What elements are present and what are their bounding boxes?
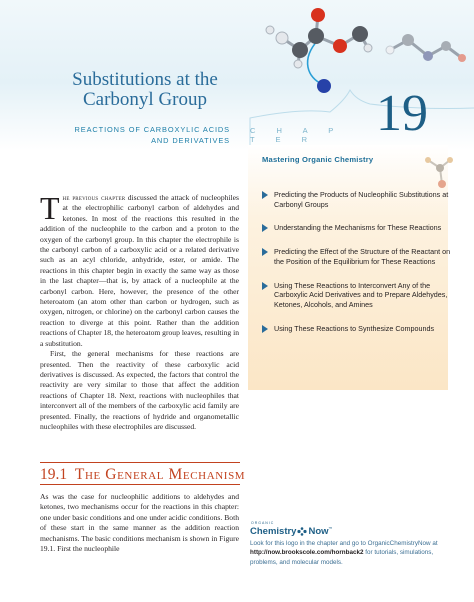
section-heading [40, 466, 245, 484]
chapter-introduction [40, 190, 239, 432]
triangle-bullet-icon [262, 325, 268, 333]
chapter-title-line-2: Carbonyl Group [82, 89, 207, 110]
mastering-objectives-list [262, 190, 452, 347]
triangle-bullet-icon [262, 248, 268, 256]
section-number: 19.1 [40, 466, 68, 483]
chapter-title [60, 70, 230, 110]
objective-item: Predicting the Products of Nucleophilic Substitutions at Carbonyl Groups [262, 190, 452, 209]
intro-paragraph-1-text: discussed the attack of nucleophiles at the electrophilic carbonyl carbon of aldehydes and ketones. In most of the reactions this resulted in the addition of the nucleophile to the carbon and a proton to the oxygen of the carbonyl group. In this chapter the electrophile is the carbonyl carbon of a carboxylic acid or a related derivative such as an acyl chloride, anhydride, ester, or amide. The reactions in this chapter begin in exactly the same way as those in the last chapter—that is, by attack of a nucleophile at the carbonyl carbon. Here, however, the presence of the other heteroatom (an atom other than carbon or hydrogen, such as oxygen, nitrogen, or chlorine) on the carbonyl carbon causes the reaction to diverge at this point. Rather than the addition reactions of Chapter 18, the heteroatom group leaves, resulting in a substitution. [40, 193, 239, 348]
chapter-label: C H A P T E R [250, 126, 343, 144]
chapter-subtitle-line-1: REACTIONS OF CARBOXYLIC ACIDS [74, 125, 230, 134]
molecule-dots-icon [297, 527, 307, 536]
objective-item: Using These Reactions to Synthesize Compounds [262, 324, 452, 334]
intro-paragraph-1 [40, 190, 239, 349]
section-body-paragraph: As was the case for nucleophilic additions to aldehydes and ketones, two mechanisms occur for the reactions in this chapter: one under basic conditions and one under acidic conditions. Both of these start in the same manner as the addition reaction mechanisms. The basic conditions mechanism is shown in Figure 19.1. First the nucleophile [40, 492, 239, 554]
objective-item: Understanding the Mechanisms for These Reactions [262, 223, 452, 233]
section-rule-top [40, 462, 240, 463]
section-rule-bottom [40, 484, 240, 485]
chapter-subtitle-line-2: AND DERIVATIVES [151, 136, 230, 145]
drop-cap: T [40, 190, 60, 226]
ocn-logo-small-label: ORGANIC [251, 521, 275, 525]
ocn-url-link[interactable]: http://now.brookscole.com/hornback2 [250, 549, 364, 557]
organic-chemistry-now-logo [250, 526, 333, 537]
ocn-logo-now: Now [308, 526, 329, 538]
intro-lead-in: he previous chapter [62, 193, 126, 202]
triangle-bullet-icon [262, 224, 268, 232]
chapter-number: 19 [376, 85, 428, 142]
ocn-logo-chemistry: Chemistry [250, 526, 297, 538]
triangle-bullet-icon [262, 191, 268, 199]
mastering-heading: Mastering Organic Chemistry [262, 155, 374, 164]
chapter-title-line-1: Substitutions at the [72, 69, 218, 90]
section-title: The General Mechanism [74, 466, 246, 483]
objective-item: Predicting the Effect of the Structure of the Reactant on the Position of the Equilibrium for These Reactions [262, 247, 452, 266]
ocn-note-lead: Look for this logo in the chapter and go to OrganicChemistryNow at [250, 540, 438, 547]
triangle-bullet-icon [262, 282, 268, 290]
objective-item: Using These Reactions to Interconvert Any of the Carboxylic Acid Derivatives and to Prepare Aldehydes, Ketones, Alcohols, and Amines [262, 281, 452, 310]
chapter-subtitle [40, 124, 230, 146]
ocn-trademark: ™ [328, 526, 333, 531]
intro-paragraph-2: First, the general mechanisms for these reactions are presented. Then the reactivity of these carboxylic acid derivatives is discussed. As expected, the factors that control the reactivity are very similar to those that affect the addition reactions of Chapter 18. Next, reactions with nucleophiles that interconvert all of the members of the carboxylic acid family are presented. Finally, the reactions of hydride and organometallic nucleophiles with these electrophiles are discussed. [40, 349, 239, 431]
ocn-note [250, 539, 460, 567]
ocn-note-tail: for tutorials, simulations, problems, and molecular models. [250, 549, 434, 566]
